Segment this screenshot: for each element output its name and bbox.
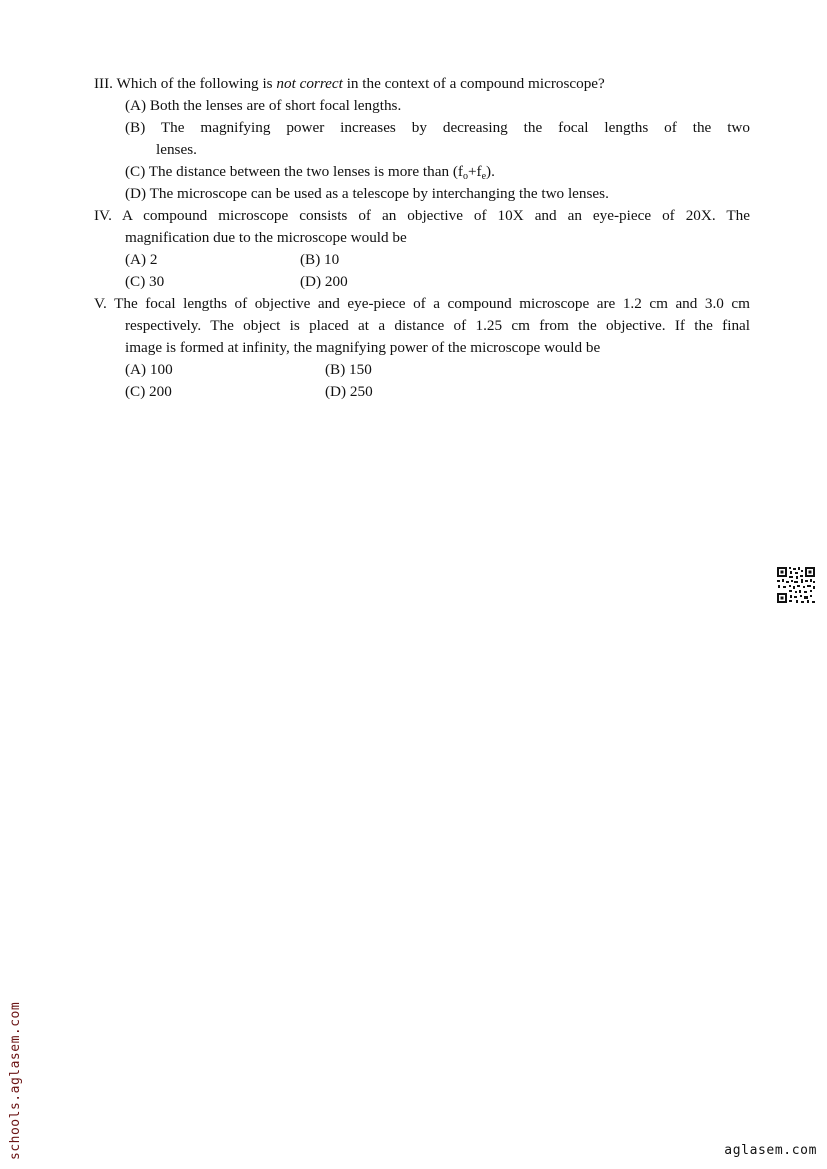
footer-watermark: aglasem.com bbox=[724, 1143, 817, 1158]
question-3-option-a: (A) Both the lenses are of short focal lengths. bbox=[125, 97, 402, 114]
question-3-option-b-line2: lenses. bbox=[156, 141, 197, 158]
question-5-option-b: (B) 150 bbox=[325, 361, 372, 378]
question-4-option-d: (D) 200 bbox=[300, 273, 348, 290]
question-4 bbox=[94, 205, 750, 293]
question-5-stem-line3: image is formed at infinity, the magnifying power of the microscope would be bbox=[125, 339, 601, 356]
qr-code-icon[interactable] bbox=[776, 566, 816, 604]
question-4-stem-line2: magnification due to the microscope would be bbox=[125, 229, 407, 246]
question-4-options-row-1 bbox=[94, 249, 750, 271]
question-3-stem-text: Which of the following is not correct in the context of a compound microscope? bbox=[116, 75, 605, 92]
question-3-stem bbox=[94, 73, 750, 95]
question-4-number: IV. bbox=[94, 207, 112, 224]
question-4-stem-line1: IV. A compound microscope consists of an objective of 10X and an eye-piece of 20X. The bbox=[94, 207, 750, 224]
question-5 bbox=[94, 293, 750, 403]
question-4-option-b: (B) 10 bbox=[300, 251, 340, 268]
question-4-options-row-2 bbox=[94, 271, 750, 293]
question-5-option-c: (C) 200 bbox=[125, 383, 172, 400]
question-5-stem-line2: respectively. The object is placed at a distance of 1.25 cm from the objective. If the final bbox=[125, 317, 750, 334]
question-3-option-d: (D) The microscope can be used as a telescope by interchanging the two lenses. bbox=[125, 185, 609, 202]
question-3 bbox=[94, 73, 750, 205]
question-3-option-b-line1: (B) The magnifying power increases by decreasing the focal lengths of the two bbox=[125, 119, 750, 136]
question-list bbox=[94, 73, 750, 403]
question-3-number: III. bbox=[94, 75, 113, 92]
question-4-option-a: (A) 2 bbox=[125, 251, 158, 268]
question-5-option-d: (D) 250 bbox=[325, 383, 373, 400]
question-5-option-a: (A) 100 bbox=[125, 361, 173, 378]
question-5-stem-line1: V. The focal lengths of objective and eye-piece of a compound microscope are 1.2 cm and 3.0 cm bbox=[94, 295, 750, 312]
question-4-option-c: (C) 30 bbox=[125, 273, 165, 290]
question-5-options-row-2 bbox=[94, 381, 750, 403]
question-5-options-row-1 bbox=[94, 359, 750, 381]
question-3-option-c: (C) The distance between the two lenses is more than $(f_o+f_e)$. bbox=[125, 163, 495, 182]
side-watermark: schools.aglasem.com bbox=[8, 1001, 23, 1160]
question-5-number: V. bbox=[94, 295, 107, 312]
question-3-emphasis: not correct bbox=[276, 75, 343, 92]
